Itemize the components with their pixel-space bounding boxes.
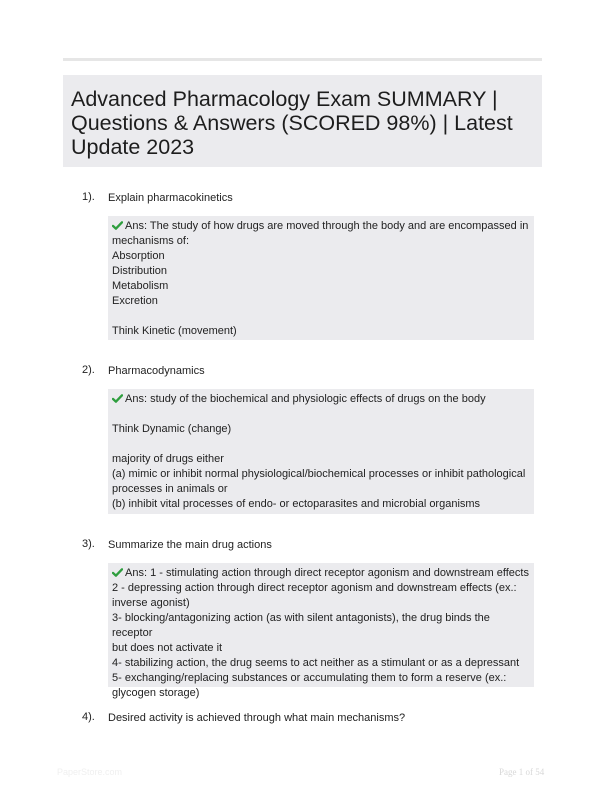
answer-line: but does not activate it — [112, 642, 223, 654]
page-number: Page 1 of 54 — [499, 767, 545, 777]
answer-line: 3- blocking/antagonizing action (as with silent antagonists), the drug binds the receptor — [112, 612, 493, 639]
answer-line: Ans: 1 - stimulating action through direct receptor agonism and downstream effects — [112, 566, 530, 581]
question-number: 2). — [82, 364, 95, 376]
answer-line: 4- stabilizing action, the drug seems to act neither as a stimulant or as a depressant — [112, 657, 520, 669]
answer-line: 2 - depressing action through direct receptor agonism and downstream effects (ex.: — [112, 582, 517, 594]
answer-box — [108, 216, 534, 340]
check-icon — [112, 221, 123, 230]
answer-line: Excretion — [112, 295, 158, 307]
answer-line: 5- exchanging/replacing substances or accumulating them to form a reserve (ex.: — [112, 672, 507, 684]
question-number: 4). — [82, 711, 95, 723]
answer-line: Distribution — [112, 265, 168, 277]
question-prompt: Explain pharmacokinetics — [108, 192, 233, 204]
answer-line: (a) mimic or inhibit normal physiological/biochemical processes or inhibit pathological — [112, 468, 526, 480]
check-icon — [112, 568, 123, 577]
answer-line: inverse agonist) — [112, 597, 190, 609]
answer-line: glycogen storage) — [112, 687, 200, 699]
answer-line: mechanisms of: — [112, 235, 190, 247]
check-icon — [112, 394, 123, 403]
answer-line: Metabolism — [112, 280, 169, 292]
answer-line: majority of drugs either — [112, 453, 224, 465]
answer-line: Absorption — [112, 250, 165, 262]
answer-line — [112, 309, 530, 324]
answer-line: processes in animals or — [112, 483, 228, 495]
footer-watermark: PaperStore.com — [57, 767, 123, 777]
answer-line: (b) inhibit vital processes of endo- or ectoparasites and microbial organisms — [112, 498, 481, 510]
question-number: 3). — [82, 538, 95, 550]
question-prompt: Desired activity is achieved through what main mechanisms? — [108, 712, 406, 724]
title-box — [63, 75, 542, 167]
answer-line: Think Dynamic (change) — [112, 423, 232, 435]
question-number: 1). — [82, 191, 95, 203]
answer-line: Ans: study of the biochemical and physiologic effects of drugs on the body — [112, 392, 530, 407]
answer-line — [112, 437, 530, 452]
page-title: Advanced Pharmacology Exam SUMMARY | Questions & Answers (SCORED 98%) | Latest Update 2023 — [71, 87, 513, 159]
answer-box — [108, 389, 534, 514]
answer-box — [108, 563, 534, 699]
answer-line: Think Kinetic (movement) — [112, 325, 237, 337]
answer-line: Ans: The study of how drugs are moved through the body and are encompassed in — [112, 219, 530, 234]
question-prompt: Pharmacodynamics — [108, 365, 205, 377]
top-divider — [63, 58, 542, 61]
answer-line — [112, 407, 530, 422]
question-prompt: Summarize the main drug actions — [108, 539, 272, 551]
